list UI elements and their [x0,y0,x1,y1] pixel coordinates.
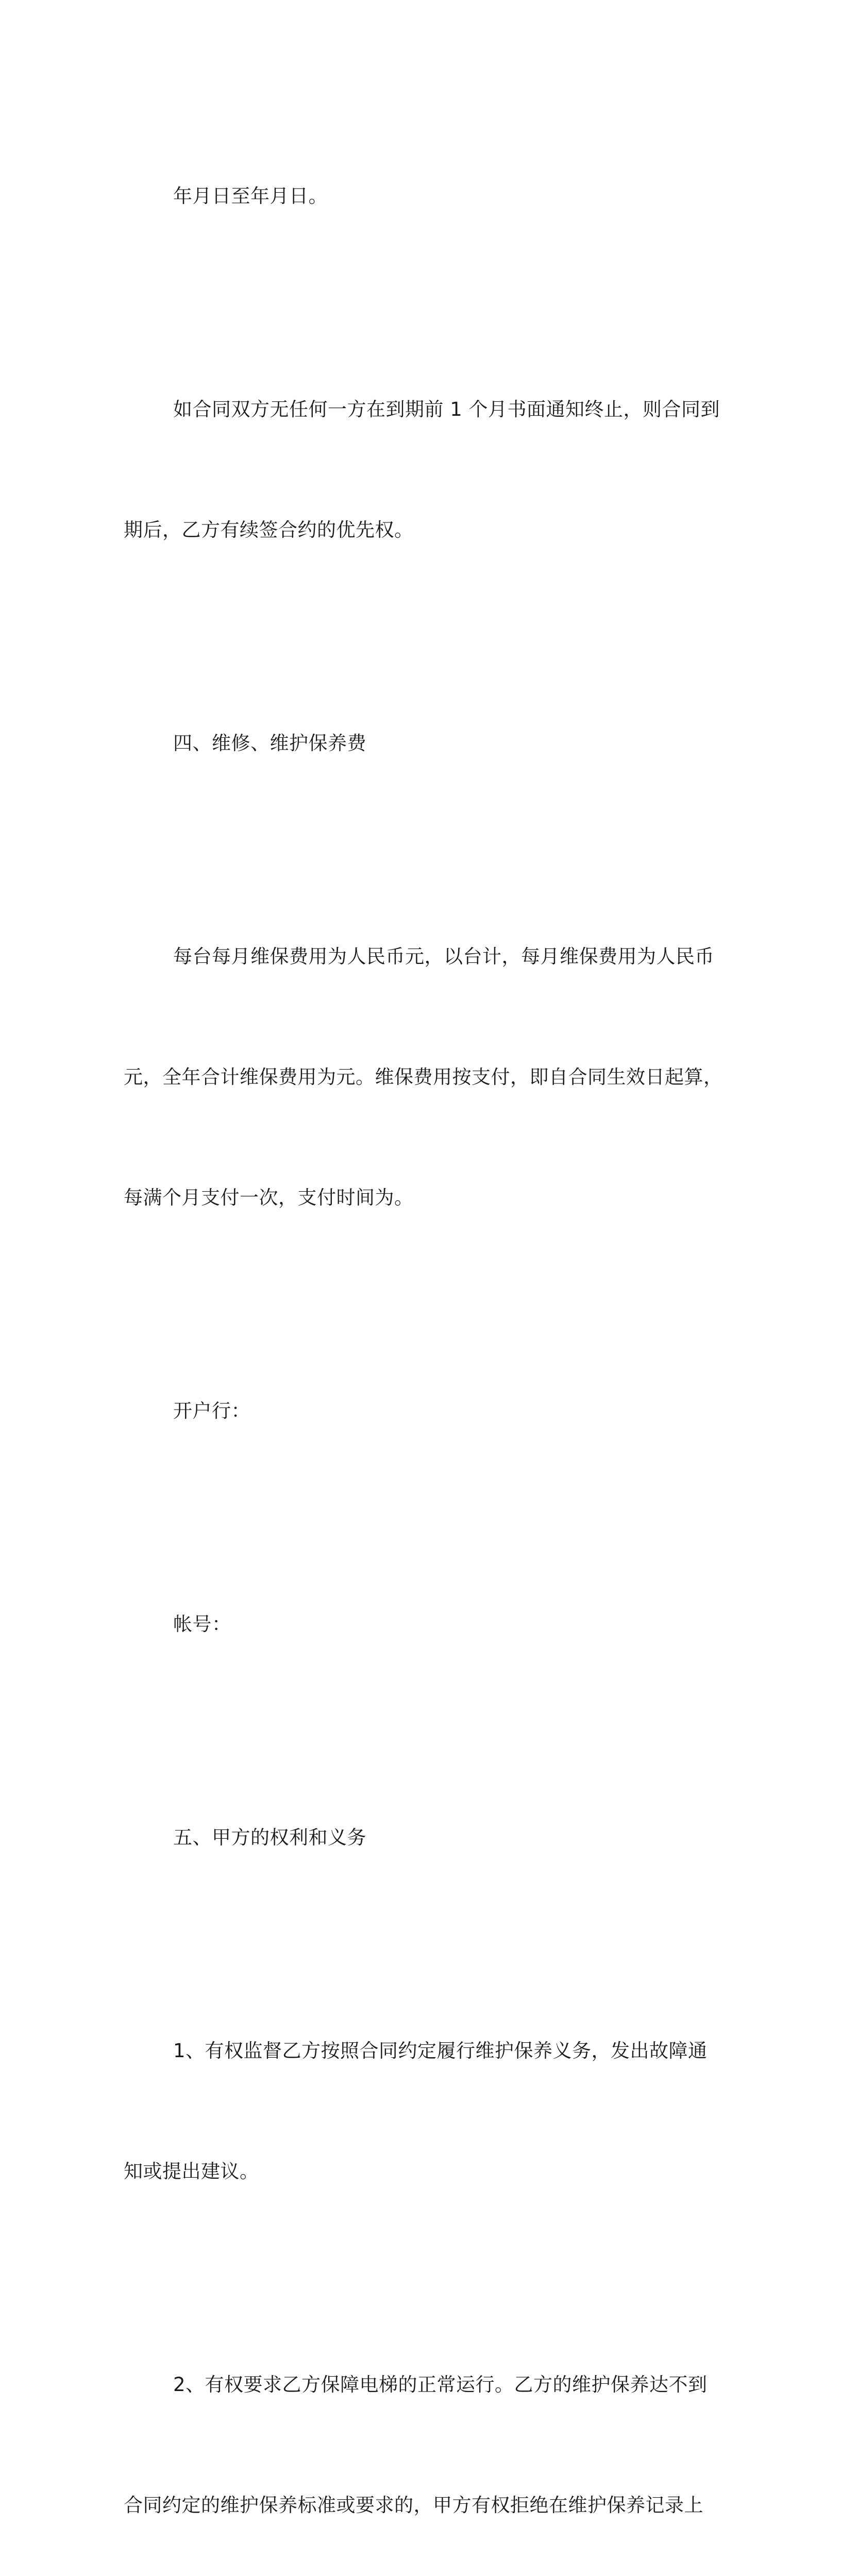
paragraph-fees [124,856,723,1298]
clause-1 [124,1951,717,2272]
text-line: 如合同双方无任何一方在到期前 1 个月书面通知终止，则合同到 [173,398,720,420]
paragraph-account [124,1524,717,1725]
clause-2 [124,2284,717,2576]
section-heading-party-a [124,1737,717,1938]
section-heading: 五、甲方的权利和义务 [173,1826,366,1849]
text-line: 每台每月维保费用为人民币元，以台计，每月维保费用为人民币 [173,945,714,968]
text-line: 合同约定的维护保养标准或要求的，甲方有权拒绝在维护保养记录上 [124,2494,703,2516]
paragraph-bank [124,1311,717,1512]
text-line: 每满个月支付一次，支付时间为。 [124,1187,414,1209]
paragraph-renewal [124,309,720,631]
document-body [124,96,723,2576]
account-label: 帐号： [173,1613,231,1635]
text-line: 知或提出建议。 [124,2160,259,2182]
text-line: 期后，乙方有续签合约的优先权。 [124,519,414,541]
text-line: 2、有权要求乙方保障电梯的正常运行。乙方的维护保养达不到 [173,2374,708,2396]
text-line: 元，全年合计维保费用为元。维保费用按支付，即自合同生效日起算， [124,1066,723,1088]
text-line: 年月日至年月日。 [173,185,328,207]
section-heading-fees [124,643,717,844]
section-heading: 四、维修、维护保养费 [173,732,366,754]
text-line: 1、有权监督乙方按照合同约定履行维护保养义务，发出故障通 [173,2040,708,2062]
bank-label: 开户行： [173,1400,250,1422]
paragraph-term-dates [124,96,717,297]
